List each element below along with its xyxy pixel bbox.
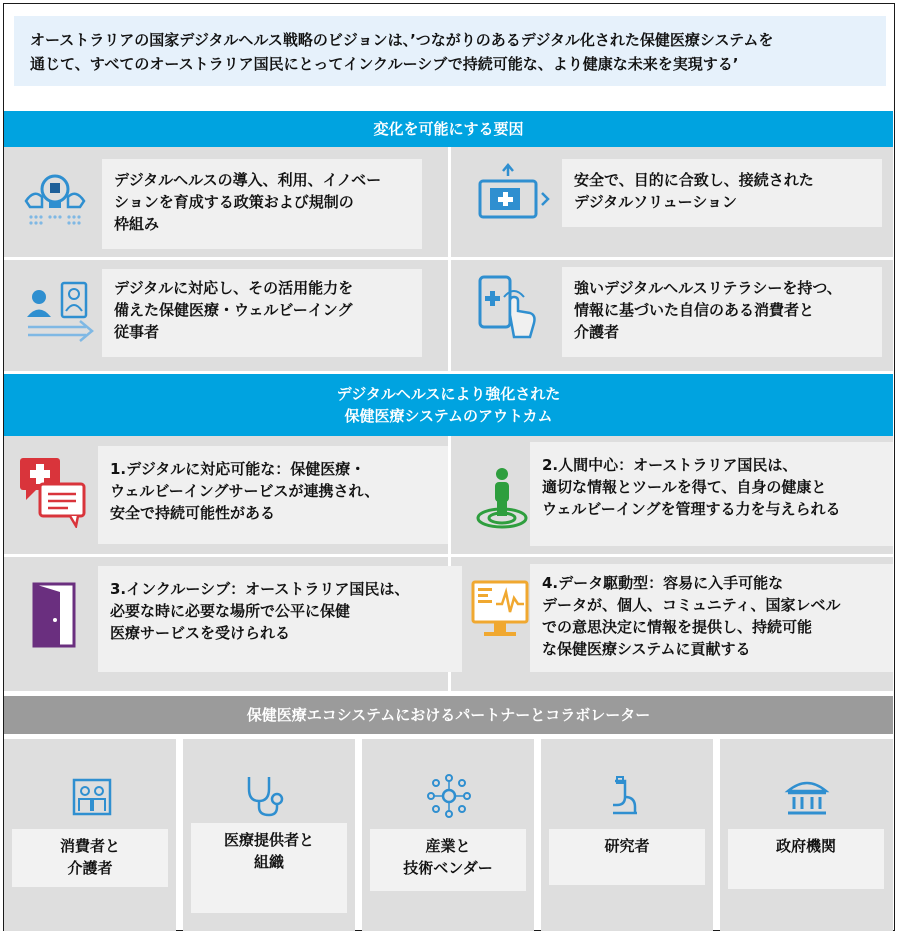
partner-consumers [12, 829, 168, 887]
infographic-frame [3, 3, 895, 931]
microscope-icon [603, 775, 647, 823]
enabler-line: ションを育成する政策および規制の [114, 193, 354, 211]
outcome-inclusive [98, 566, 462, 672]
enablers-panel [4, 147, 893, 371]
partner-government [728, 829, 884, 889]
outcome-line: 医療サービスを受けられる [110, 624, 291, 642]
vision-statement [14, 16, 886, 86]
vision-line-2: 通じて、すべてのオーストラリア国民にとってインクルーシブで持続可能な、より健康な未来を実現する’ [30, 55, 739, 73]
partners-header [4, 696, 893, 734]
partner-column-government [720, 739, 893, 931]
partner-line: 組織 [253, 853, 284, 871]
enabler-literacy [562, 267, 882, 357]
workforce-icon [22, 277, 98, 347]
enabler-line: 強いデジタルヘルスリテラシーを持つ、 [574, 279, 842, 297]
outcome-line: な保健医療システムに貢献する [542, 640, 751, 658]
outcome-data-driven [530, 564, 893, 672]
partners-header-text: 保健医療エコシステムにおけるパートナーとコラボレーター [246, 706, 651, 724]
partner-line: 政府機関 [775, 837, 836, 855]
outcome-digitally-enabled [98, 446, 448, 544]
person-target-icon [474, 464, 530, 534]
outcome-line: 4.データ駆動型：容易に入手可能な [542, 574, 784, 592]
partner-line: 研究者 [604, 837, 650, 855]
partner-column-researchers [541, 739, 713, 931]
tablet-medical-icon [474, 163, 554, 229]
enabler-line: デジタルに対応し、その活用能力を [114, 279, 354, 297]
enabler-line: 介護者 [574, 323, 620, 341]
outcomes-header-line-1: デジタルヘルスにより強化された [336, 385, 561, 403]
medical-chat-icon [16, 454, 88, 532]
outcome-line: データが、個人、コミュニティ、国家レベル [542, 596, 841, 614]
partner-researchers [549, 829, 705, 885]
government-building-icon [784, 775, 830, 823]
enabler-line: 備えた保健医療・ウェルビーイング [114, 301, 353, 319]
outcomes-header [4, 374, 893, 436]
partner-providers [191, 823, 347, 913]
consumers-icon [71, 777, 113, 821]
outcome-line: 適切な情報とツールを得て、自身の健康と [542, 478, 827, 496]
outcome-line: 3.インクルーシブ：オーストラリア国民は、 [110, 580, 410, 598]
outcome-line: 1.デジタルに対応可能な：保健医療・ [110, 460, 366, 478]
enabler-line: デジタルソリューション [574, 193, 738, 211]
partner-line: 技術ベンダー [403, 859, 493, 877]
partner-column-industry [362, 739, 534, 931]
data-monitor-icon [470, 578, 530, 644]
stethoscope-icon [243, 773, 289, 823]
enabler-line: 安全で、目的に合致し、接続された [574, 171, 814, 189]
partner-industry [370, 829, 526, 891]
enabler-line: 枠組み [114, 215, 160, 233]
network-icon [426, 773, 472, 823]
vision-line-1: オーストラリアの国家デジタルヘルス戦略のビジョンは、’つながりのあるデジタル化された保健医療システムを [30, 31, 774, 49]
phone-touch-icon [474, 271, 544, 347]
partner-line: 医療提供者と [223, 831, 314, 849]
open-door-icon [30, 580, 80, 654]
outcome-person-centred [530, 442, 893, 546]
enablers-header [4, 111, 893, 147]
partner-column-consumers [4, 739, 176, 931]
enablers-horizontal-divider [4, 257, 893, 260]
outcome-line: 安全で持続可能性がある [110, 504, 276, 522]
outcome-line: ウェルビーイングサービスが連携され、 [110, 482, 380, 500]
outcome-line: ウェルビーイングを管理する力を与えられる [542, 500, 841, 518]
partner-line: 消費者と [59, 837, 120, 855]
enablers-header-text: 変化を可能にする要因 [373, 120, 524, 138]
enabler-line: デジタルヘルスの導入、利用、イノベー [114, 171, 382, 189]
enabler-line: 情報に基づいた自信のある消費者と [574, 301, 815, 319]
outcome-line: 必要な時に必要な場所で公平に保健 [110, 602, 351, 620]
outcome-line: での意思決定に情報を提供し、持続可能 [542, 618, 813, 636]
outcomes-horizontal-divider [4, 554, 893, 557]
partner-column-providers [183, 739, 355, 931]
enabler-policy [102, 159, 422, 249]
policy-lightbulb-icon [22, 167, 88, 241]
enabler-digital-solutions [562, 159, 882, 227]
partner-line: 産業と [425, 837, 471, 855]
partner-line: 介護者 [67, 859, 113, 877]
outcomes-panel [4, 436, 893, 691]
outcome-line: 2.人間中心：オーストラリア国民は、 [542, 456, 798, 474]
enabler-workforce [102, 269, 422, 357]
enabler-line: 従事者 [114, 323, 160, 341]
outcomes-header-line-2: 保健医療システムのアウトカム [344, 407, 553, 425]
